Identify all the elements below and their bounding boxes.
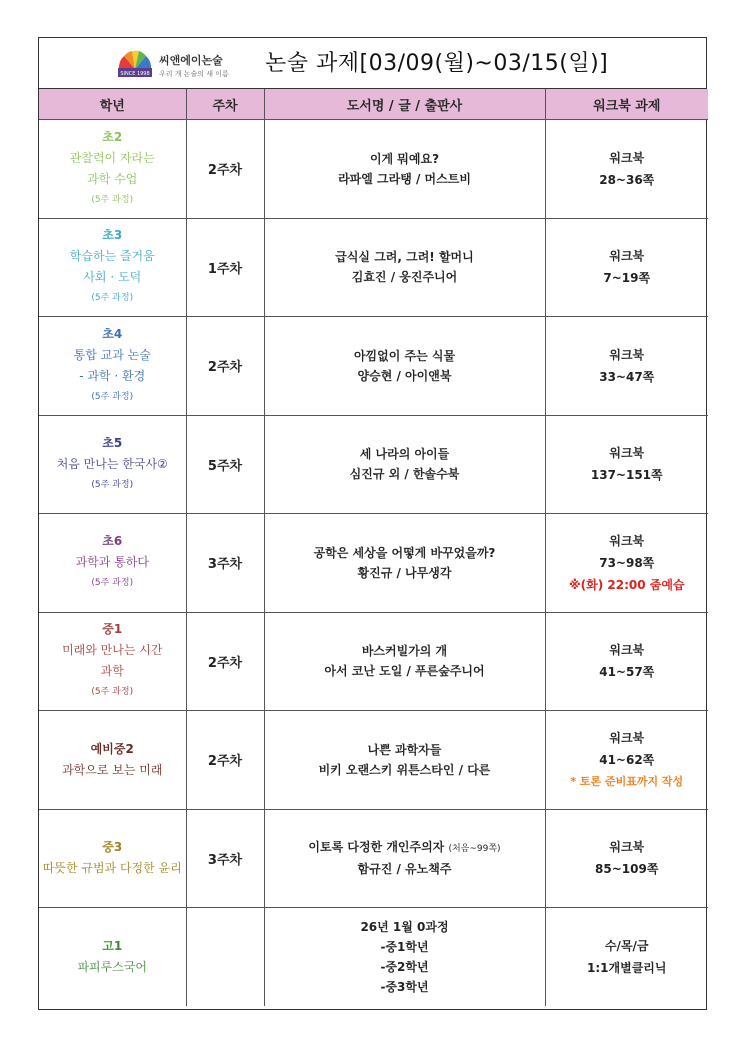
week-cell <box>186 514 264 613</box>
book-author-publisher: 라파엘 그라탱 / 머스트비 <box>338 171 471 186</box>
grade-cell <box>39 809 186 908</box>
workbook-cell <box>545 317 708 416</box>
title-bar <box>39 38 706 89</box>
grade-cell <box>39 120 186 219</box>
week-cell <box>186 218 264 317</box>
book-title: 이토록 다정한 개인주의자 <box>308 840 445 855</box>
course-name: 파피루스국어 <box>77 960 148 974</box>
book-author-publisher: 김효진 / 웅진주니어 <box>351 270 458 285</box>
grade-label: 예비중2 <box>90 741 134 756</box>
book-title: 세 나라의 아이들 <box>359 447 450 462</box>
week-label: 2주차 <box>207 360 243 376</box>
week-cell <box>186 711 264 810</box>
course-name: 미래와 만나는 시간 <box>62 643 163 658</box>
week-label: 2주차 <box>207 655 243 671</box>
book-author-publisher: 비키 오랜스키 위튼스타인 / 다른 <box>318 762 491 777</box>
book-cell <box>264 514 545 613</box>
book-cell <box>264 809 545 908</box>
workbook-label: 워크북 <box>609 730 645 745</box>
workbook-note: ※(화) 22:00 줌예습 <box>568 577 685 592</box>
grade-cell <box>39 415 186 514</box>
grade-cell <box>39 514 186 613</box>
workbook-cell <box>545 415 708 514</box>
header-book: 도서명 / 글 / 출판사 <box>264 89 545 120</box>
book-title: 아낌없이 주는 식물 <box>353 348 456 363</box>
course-name: 따뜻한 규범과 다정한 윤리 <box>42 861 182 876</box>
grade-label: 중1 <box>102 622 123 637</box>
week-cell <box>186 612 264 711</box>
brand-logo <box>115 43 231 83</box>
workbook-pages: 41~62쪽 <box>599 752 655 767</box>
workbook-pages: 41~57쪽 <box>599 665 655 680</box>
header-grade: 학년 <box>39 89 186 120</box>
book-cell <box>264 711 545 810</box>
book-cell <box>264 908 545 1007</box>
course-name: 관찰력이 자라는 <box>69 150 155 165</box>
book-cell <box>264 317 545 416</box>
book-author-publisher: -중2학년 <box>380 960 429 974</box>
workbook-pages: 73~98쪽 <box>599 555 655 570</box>
table-row <box>39 120 708 219</box>
table-header-row <box>39 89 708 120</box>
book-title: 공학은 세상을 어떻게 바꾸었을까? <box>313 545 496 560</box>
grade-label: 초6 <box>102 534 123 549</box>
week-label: 2주차 <box>207 163 243 179</box>
course-duration: (5주 과정) <box>91 687 134 698</box>
table-row <box>39 514 708 613</box>
week-label: 1주차 <box>207 261 243 277</box>
workbook-pages: 1:1개별클리닉 <box>587 961 667 975</box>
workbook-label: 워크북 <box>609 533 645 548</box>
table-row <box>39 612 708 711</box>
grade-cell <box>39 711 186 810</box>
workbook-label: 워크북 <box>609 347 645 362</box>
book-cell <box>264 415 545 514</box>
book-author-publisher: 심진규 외 / 한솔수북 <box>349 467 460 482</box>
svg-text:SINCE 1998: SINCE 1998 <box>120 71 150 77</box>
logo-tagline: 우리 개 논술의 새 이름 <box>159 70 229 78</box>
course-name: 과학으로 보는 미래 <box>62 762 163 777</box>
workbook-label: 워크북 <box>609 150 645 165</box>
book-cell <box>264 218 545 317</box>
week-cell <box>186 120 264 219</box>
workbook-note: * 토론 준비표까지 작성 <box>570 774 684 788</box>
book-title: 바스커빌가의 개 <box>361 644 448 659</box>
course-name: 처음 만나는 한국사② <box>56 456 168 471</box>
book-author-publisher: -중3학년 <box>380 980 429 994</box>
workbook-label: 워크북 <box>609 840 645 855</box>
grade-cell <box>39 612 186 711</box>
assignment-sheet <box>38 37 707 1010</box>
grade-label: 초4 <box>102 326 123 341</box>
course-name: 과학 수업 <box>87 171 138 186</box>
grade-label: 초3 <box>102 228 123 243</box>
page-title: 논술 과제[03/09(월)~03/15(일)] <box>265 51 609 76</box>
grade-cell <box>39 908 186 1007</box>
page-range-note: (처음~99쪽) <box>448 844 501 855</box>
grade-label: 초5 <box>102 435 123 450</box>
course-name: 학습하는 즐거움 <box>69 249 155 264</box>
week-cell <box>186 317 264 416</box>
course-name: 통합 교과 논술 <box>73 347 151 362</box>
workbook-cell <box>545 514 708 613</box>
table-row <box>39 317 708 416</box>
assignment-table <box>39 89 708 1006</box>
table-row <box>39 809 708 908</box>
course-duration: (5주 과정) <box>91 293 134 304</box>
book-cell <box>264 612 545 711</box>
course-duration: (5주 과정) <box>91 391 134 402</box>
table-row <box>39 908 708 1007</box>
workbook-label: 워크북 <box>609 249 645 264</box>
course-duration: (5주 과정) <box>91 479 134 490</box>
book-cell <box>264 120 545 219</box>
table-row <box>39 415 708 514</box>
workbook-label: 워크북 <box>609 446 645 461</box>
course-duration: (5주 과정) <box>91 578 134 589</box>
rainbow-logo-icon <box>115 43 155 83</box>
book-author-publisher: 함규진 / 유노책주 <box>357 862 452 877</box>
book-title: 26년 1월 0과정 <box>360 920 449 934</box>
grade-label: 고1 <box>102 939 123 953</box>
course-duration: (5주 과정) <box>91 194 134 205</box>
book-title: 이게 뭐예요? <box>369 151 440 166</box>
workbook-cell <box>545 908 708 1007</box>
course-name: 과학과 통하다 <box>75 555 149 570</box>
week-label: 3주차 <box>207 557 243 573</box>
grade-label: 중3 <box>102 840 123 855</box>
book-title: 급식실 그려, 그려! 할머니 <box>335 250 474 265</box>
header-workbook: 워크북 과제 <box>545 89 708 120</box>
table-row <box>39 218 708 317</box>
workbook-cell <box>545 218 708 317</box>
book-author-publisher: -중1학년 <box>380 940 429 954</box>
week-label: 5주차 <box>207 458 243 474</box>
table-row <box>39 711 708 810</box>
workbook-cell <box>545 809 708 908</box>
grade-cell <box>39 218 186 317</box>
workbook-pages: 33~47쪽 <box>599 369 655 384</box>
logo-name: 씨앤에이논술 <box>159 54 223 67</box>
course-name: - 과학 · 환경 <box>79 368 146 383</box>
book-author-publisher: 양승현 / 아이앤북 <box>357 368 452 383</box>
workbook-pages: 28~36쪽 <box>599 172 655 187</box>
week-cell <box>186 908 264 1007</box>
workbook-label: 수/목/금 <box>604 939 649 953</box>
book-author-publisher: 황진규 / 나무생각 <box>357 565 452 580</box>
workbook-pages: 85~109쪽 <box>595 862 659 877</box>
week-cell <box>186 415 264 514</box>
workbook-cell <box>545 711 708 810</box>
workbook-pages: 137~151쪽 <box>590 468 663 483</box>
week-label: 3주차 <box>207 852 243 868</box>
workbook-label: 워크북 <box>609 643 645 658</box>
grade-label: 초2 <box>102 129 123 144</box>
header-week: 주차 <box>186 89 264 120</box>
grade-cell <box>39 317 186 416</box>
week-label: 2주차 <box>207 754 243 770</box>
workbook-cell <box>545 120 708 219</box>
week-cell <box>186 809 264 908</box>
book-title: 나쁜 과학자들 <box>367 742 442 757</box>
workbook-pages: 7~19쪽 <box>603 271 651 286</box>
workbook-cell <box>545 612 708 711</box>
course-name: 과학 <box>100 664 124 679</box>
course-name: 사회 · 도덕 <box>83 270 142 285</box>
book-author-publisher: 아서 코난 도일 / 푸른숲주니어 <box>324 664 485 679</box>
